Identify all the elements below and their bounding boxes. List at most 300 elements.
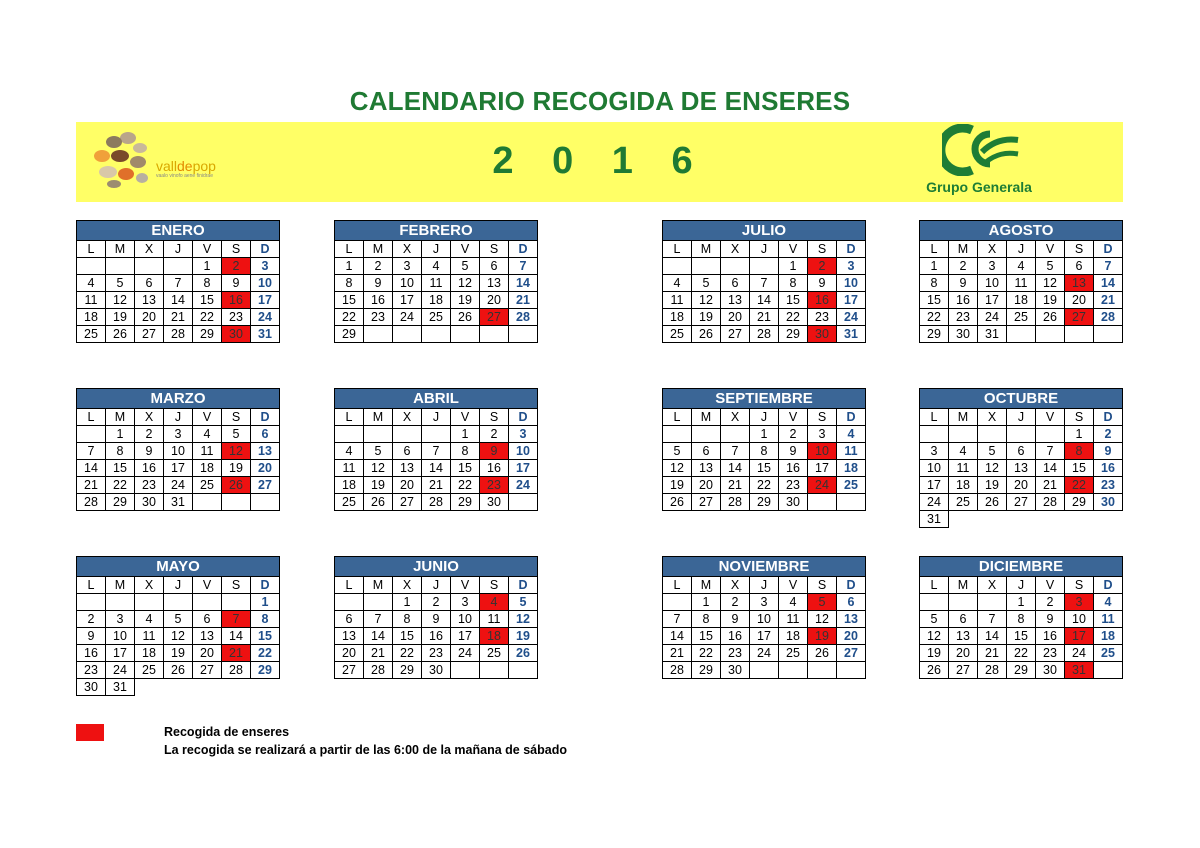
day-cell: 13 (135, 292, 164, 309)
weekday-header: S (222, 577, 251, 594)
day-cell: 31 (1065, 662, 1094, 679)
weekday-header: J (750, 577, 779, 594)
day-cell: 18 (1094, 628, 1123, 645)
weekday-header: M (692, 409, 721, 426)
day-cell: 18 (663, 309, 692, 326)
day-cell: 17 (978, 292, 1007, 309)
blank-cell (164, 679, 193, 696)
blank-cell (509, 326, 538, 343)
weekday-header: V (451, 241, 480, 258)
blank-cell (721, 258, 750, 275)
day-cell: 30 (1036, 662, 1065, 679)
day-cell: 15 (920, 292, 949, 309)
day-cell: 26 (106, 326, 135, 343)
weekday-header: J (164, 241, 193, 258)
weekday-header: X (721, 241, 750, 258)
day-cell: 12 (364, 460, 393, 477)
valldepop-wordmark: valldepop (156, 158, 216, 174)
day-cell: 6 (135, 275, 164, 292)
weekday-header: S (808, 577, 837, 594)
day-cell: 5 (106, 275, 135, 292)
blank-cell (135, 594, 164, 611)
day-cell: 15 (1007, 628, 1036, 645)
day-cell: 17 (750, 628, 779, 645)
day-cell: 25 (1094, 645, 1123, 662)
day-cell: 16 (808, 292, 837, 309)
weekday-header: J (750, 241, 779, 258)
blank-cell (1036, 511, 1065, 528)
day-cell: 28 (663, 662, 692, 679)
day-cell: 6 (1007, 443, 1036, 460)
month-name: DICIEMBRE (919, 556, 1123, 576)
day-cell: 26 (808, 645, 837, 662)
day-cell: 22 (251, 645, 280, 662)
blank-cell (837, 662, 866, 679)
blank-cell (364, 594, 393, 611)
weekday-header: J (422, 241, 451, 258)
weekday-header: L (77, 241, 106, 258)
day-cell: 11 (135, 628, 164, 645)
blank-cell (364, 326, 393, 343)
day-cell: 9 (422, 611, 451, 628)
month-calendar (662, 556, 866, 679)
month-name: AGOSTO (919, 220, 1123, 240)
day-cell: 23 (422, 645, 451, 662)
blank-cell (364, 426, 393, 443)
blank-cell (1094, 326, 1123, 343)
blank-cell (949, 511, 978, 528)
day-cell: 20 (721, 309, 750, 326)
day-cell: 27 (837, 645, 866, 662)
day-cell: 20 (1065, 292, 1094, 309)
day-cell: 18 (77, 309, 106, 326)
blank-cell (920, 594, 949, 611)
day-cell: 7 (1036, 443, 1065, 460)
weekday-header: D (1094, 409, 1123, 426)
day-cell: 4 (663, 275, 692, 292)
day-cell: 8 (1007, 611, 1036, 628)
day-cell: 31 (978, 326, 1007, 343)
day-cell: 25 (422, 309, 451, 326)
legend-note: La recogida se realizará a partir de las 6:00 de la mañana de sábado (164, 743, 567, 757)
blank-cell (335, 426, 364, 443)
day-cell: 5 (164, 611, 193, 628)
day-cell: 9 (77, 628, 106, 645)
weekday-header: L (663, 577, 692, 594)
day-cell: 7 (721, 443, 750, 460)
weekday-header: D (251, 241, 280, 258)
day-cell: 27 (251, 477, 280, 494)
day-cell: 19 (509, 628, 538, 645)
day-cell: 24 (251, 309, 280, 326)
grupo-generala-logo (924, 122, 1034, 202)
day-cell: 5 (978, 443, 1007, 460)
day-cell: 14 (978, 628, 1007, 645)
day-cell: 6 (1065, 258, 1094, 275)
day-cell: 22 (193, 309, 222, 326)
day-cell: 17 (920, 477, 949, 494)
blank-cell (692, 258, 721, 275)
day-cell: 7 (509, 258, 538, 275)
day-cell: 28 (1036, 494, 1065, 511)
day-cell: 20 (1007, 477, 1036, 494)
day-cell: 23 (1036, 645, 1065, 662)
day-cell: 22 (779, 309, 808, 326)
day-cell: 17 (451, 628, 480, 645)
day-cell: 8 (393, 611, 422, 628)
day-cell: 25 (77, 326, 106, 343)
blank-cell (422, 326, 451, 343)
blank-cell (451, 662, 480, 679)
day-cell: 19 (978, 477, 1007, 494)
day-cell: 19 (920, 645, 949, 662)
day-cell: 18 (480, 628, 509, 645)
blank-cell (1036, 326, 1065, 343)
day-cell: 19 (164, 645, 193, 662)
day-cell: 30 (949, 326, 978, 343)
weekday-header: S (480, 409, 509, 426)
day-cell: 25 (480, 645, 509, 662)
day-cell: 18 (135, 645, 164, 662)
day-cell: 2 (364, 258, 393, 275)
weekday-header: X (978, 241, 1007, 258)
day-cell: 10 (251, 275, 280, 292)
day-cell: 3 (837, 258, 866, 275)
day-cell: 21 (978, 645, 1007, 662)
legend-swatch (76, 724, 104, 741)
day-cell: 11 (949, 460, 978, 477)
day-cell: 10 (1065, 611, 1094, 628)
blank-cell (509, 662, 538, 679)
day-cell: 10 (393, 275, 422, 292)
day-cell: 11 (480, 611, 509, 628)
day-cell: 1 (106, 426, 135, 443)
weekday-header: J (422, 409, 451, 426)
weekday-header: D (509, 577, 538, 594)
day-cell: 12 (692, 292, 721, 309)
day-cell: 21 (509, 292, 538, 309)
day-cell: 22 (335, 309, 364, 326)
day-cell: 9 (721, 611, 750, 628)
weekday-header: S (1065, 409, 1094, 426)
weekday-header: J (1007, 409, 1036, 426)
day-cell: 8 (193, 275, 222, 292)
day-cell: 5 (509, 594, 538, 611)
day-cell: 15 (750, 460, 779, 477)
day-cell: 10 (920, 460, 949, 477)
day-cell: 8 (106, 443, 135, 460)
day-cell: 15 (692, 628, 721, 645)
day-cell: 21 (222, 645, 251, 662)
month-name: MAYO (76, 556, 280, 576)
day-cell: 16 (721, 628, 750, 645)
day-cell: 24 (978, 309, 1007, 326)
day-cell: 12 (1036, 275, 1065, 292)
weekday-header: V (193, 241, 222, 258)
weekday-header: L (920, 241, 949, 258)
blank-cell (837, 494, 866, 511)
day-cell: 22 (920, 309, 949, 326)
day-cell: 5 (364, 443, 393, 460)
day-cell: 14 (663, 628, 692, 645)
day-cell: 7 (663, 611, 692, 628)
day-cell: 9 (222, 275, 251, 292)
day-cell: 4 (949, 443, 978, 460)
weekday-header: D (837, 241, 866, 258)
weekday-header: S (480, 241, 509, 258)
blank-cell (920, 426, 949, 443)
month-name: OCTUBRE (919, 388, 1123, 408)
weekday-header: V (451, 577, 480, 594)
legend-label: Recogida de enseres (164, 725, 290, 739)
day-cell: 31 (164, 494, 193, 511)
day-cell: 27 (1007, 494, 1036, 511)
page-title: CALENDARIO RECOGIDA DE ENSERES (349, 86, 851, 116)
day-cell: 5 (222, 426, 251, 443)
day-cell: 28 (77, 494, 106, 511)
day-cell: 16 (77, 645, 106, 662)
blank-cell (692, 426, 721, 443)
blank-cell (1065, 511, 1094, 528)
day-cell: 12 (978, 460, 1007, 477)
day-cell: 26 (509, 645, 538, 662)
day-cell: 29 (335, 326, 364, 343)
blank-cell (1007, 426, 1036, 443)
blank-cell (335, 594, 364, 611)
day-cell: 3 (750, 594, 779, 611)
day-cell: 30 (721, 662, 750, 679)
day-cell: 12 (808, 611, 837, 628)
day-cell: 20 (251, 460, 280, 477)
day-cell: 7 (222, 611, 251, 628)
day-cell: 10 (451, 611, 480, 628)
day-cell: 17 (393, 292, 422, 309)
day-cell: 10 (106, 628, 135, 645)
blank-cell (808, 662, 837, 679)
weekday-header: J (164, 577, 193, 594)
day-cell: 21 (364, 645, 393, 662)
day-cell: 9 (480, 443, 509, 460)
day-cell: 3 (978, 258, 1007, 275)
day-cell: 12 (106, 292, 135, 309)
day-cell: 10 (978, 275, 1007, 292)
weekday-header: S (222, 241, 251, 258)
day-cell: 28 (509, 309, 538, 326)
day-cell: 16 (949, 292, 978, 309)
weekday-header: S (480, 577, 509, 594)
blank-cell (251, 494, 280, 511)
day-cell: 21 (663, 645, 692, 662)
day-cell: 23 (77, 662, 106, 679)
blank-cell (422, 426, 451, 443)
blank-cell (1007, 326, 1036, 343)
day-cell: 4 (335, 443, 364, 460)
day-cell: 27 (193, 662, 222, 679)
day-cell: 27 (692, 494, 721, 511)
day-cell: 3 (808, 426, 837, 443)
weekday-header: L (663, 409, 692, 426)
day-cell: 25 (663, 326, 692, 343)
weekday-header: V (779, 409, 808, 426)
blank-cell (1036, 426, 1065, 443)
day-cell: 2 (135, 426, 164, 443)
day-cell: 21 (721, 477, 750, 494)
day-cell: 24 (509, 477, 538, 494)
day-cell: 5 (451, 258, 480, 275)
day-cell: 6 (721, 275, 750, 292)
day-cell: 1 (393, 594, 422, 611)
weekday-header: J (164, 409, 193, 426)
day-cell: 20 (135, 309, 164, 326)
day-cell: 28 (750, 326, 779, 343)
weekday-header: X (393, 409, 422, 426)
day-cell: 26 (663, 494, 692, 511)
blank-cell (750, 258, 779, 275)
day-cell: 29 (251, 662, 280, 679)
day-cell: 20 (193, 645, 222, 662)
blank-cell (393, 326, 422, 343)
day-cell: 31 (837, 326, 866, 343)
day-cell: 16 (422, 628, 451, 645)
blank-cell (77, 258, 106, 275)
day-cell: 11 (779, 611, 808, 628)
weekday-header: V (1036, 409, 1065, 426)
blank-cell (663, 426, 692, 443)
day-cell: 19 (692, 309, 721, 326)
month-name: ENERO (76, 220, 280, 240)
day-cell: 28 (721, 494, 750, 511)
valldepop-tagline: vaalo vinofo aene finidrae (156, 173, 213, 179)
month-name: FEBRERO (334, 220, 538, 240)
blank-cell (222, 594, 251, 611)
day-cell: 26 (1036, 309, 1065, 326)
day-cell: 16 (1094, 460, 1123, 477)
day-cell: 11 (193, 443, 222, 460)
day-cell: 3 (509, 426, 538, 443)
weekday-header: L (663, 241, 692, 258)
weekday-header: L (77, 409, 106, 426)
day-cell: 14 (509, 275, 538, 292)
weekday-header: V (193, 409, 222, 426)
day-cell: 24 (808, 477, 837, 494)
weekday-header: V (1036, 241, 1065, 258)
day-cell: 12 (920, 628, 949, 645)
weekday-header: D (1094, 577, 1123, 594)
day-cell: 18 (193, 460, 222, 477)
day-cell: 27 (949, 662, 978, 679)
day-cell: 22 (750, 477, 779, 494)
day-cell: 2 (422, 594, 451, 611)
blank-cell (721, 426, 750, 443)
day-cell: 26 (920, 662, 949, 679)
day-cell: 4 (422, 258, 451, 275)
day-cell: 2 (222, 258, 251, 275)
weekday-header: S (1065, 577, 1094, 594)
day-cell: 6 (837, 594, 866, 611)
weekday-header: J (1007, 577, 1036, 594)
day-cell: 29 (920, 326, 949, 343)
day-cell: 5 (808, 594, 837, 611)
day-cell: 29 (1065, 494, 1094, 511)
day-cell: 20 (949, 645, 978, 662)
day-cell: 15 (779, 292, 808, 309)
day-cell: 13 (335, 628, 364, 645)
day-cell: 14 (750, 292, 779, 309)
day-cell: 25 (193, 477, 222, 494)
day-cell: 6 (335, 611, 364, 628)
day-cell: 16 (364, 292, 393, 309)
month-calendar (919, 220, 1123, 343)
day-cell: 28 (222, 662, 251, 679)
day-cell: 26 (364, 494, 393, 511)
month-calendar (76, 220, 280, 343)
weekday-header: L (335, 577, 364, 594)
day-cell: 4 (779, 594, 808, 611)
day-cell: 20 (480, 292, 509, 309)
day-cell: 13 (251, 443, 280, 460)
day-cell: 11 (77, 292, 106, 309)
blank-cell (164, 594, 193, 611)
weekday-header: D (1094, 241, 1123, 258)
weekday-header: D (251, 577, 280, 594)
day-cell: 19 (808, 628, 837, 645)
day-cell: 25 (135, 662, 164, 679)
day-cell: 8 (1065, 443, 1094, 460)
weekday-header: V (779, 241, 808, 258)
day-cell: 1 (920, 258, 949, 275)
weekday-header: D (837, 577, 866, 594)
day-cell: 1 (251, 594, 280, 611)
day-cell: 19 (1036, 292, 1065, 309)
day-cell: 23 (779, 477, 808, 494)
month-calendar (334, 388, 538, 511)
day-cell: 18 (779, 628, 808, 645)
weekday-header: S (1065, 241, 1094, 258)
day-cell: 26 (222, 477, 251, 494)
day-cell: 15 (451, 460, 480, 477)
blank-cell (106, 258, 135, 275)
day-cell: 23 (135, 477, 164, 494)
day-cell: 1 (193, 258, 222, 275)
day-cell: 22 (1007, 645, 1036, 662)
blank-cell (222, 679, 251, 696)
day-cell: 9 (949, 275, 978, 292)
day-cell: 8 (335, 275, 364, 292)
weekday-header: X (135, 241, 164, 258)
day-cell: 4 (480, 594, 509, 611)
day-cell: 2 (1036, 594, 1065, 611)
day-cell: 3 (920, 443, 949, 460)
day-cell: 12 (509, 611, 538, 628)
day-cell: 24 (920, 494, 949, 511)
weekday-header: M (949, 577, 978, 594)
day-cell: 30 (1094, 494, 1123, 511)
day-cell: 11 (335, 460, 364, 477)
weekday-header: M (106, 409, 135, 426)
day-cell: 25 (949, 494, 978, 511)
day-cell: 27 (1065, 309, 1094, 326)
day-cell: 8 (920, 275, 949, 292)
blank-cell (164, 258, 193, 275)
day-cell: 23 (364, 309, 393, 326)
weekday-header: M (106, 241, 135, 258)
day-cell: 12 (663, 460, 692, 477)
blank-cell (949, 426, 978, 443)
day-cell: 21 (1094, 292, 1123, 309)
day-cell: 28 (978, 662, 1007, 679)
weekday-header: X (978, 577, 1007, 594)
day-cell: 6 (193, 611, 222, 628)
